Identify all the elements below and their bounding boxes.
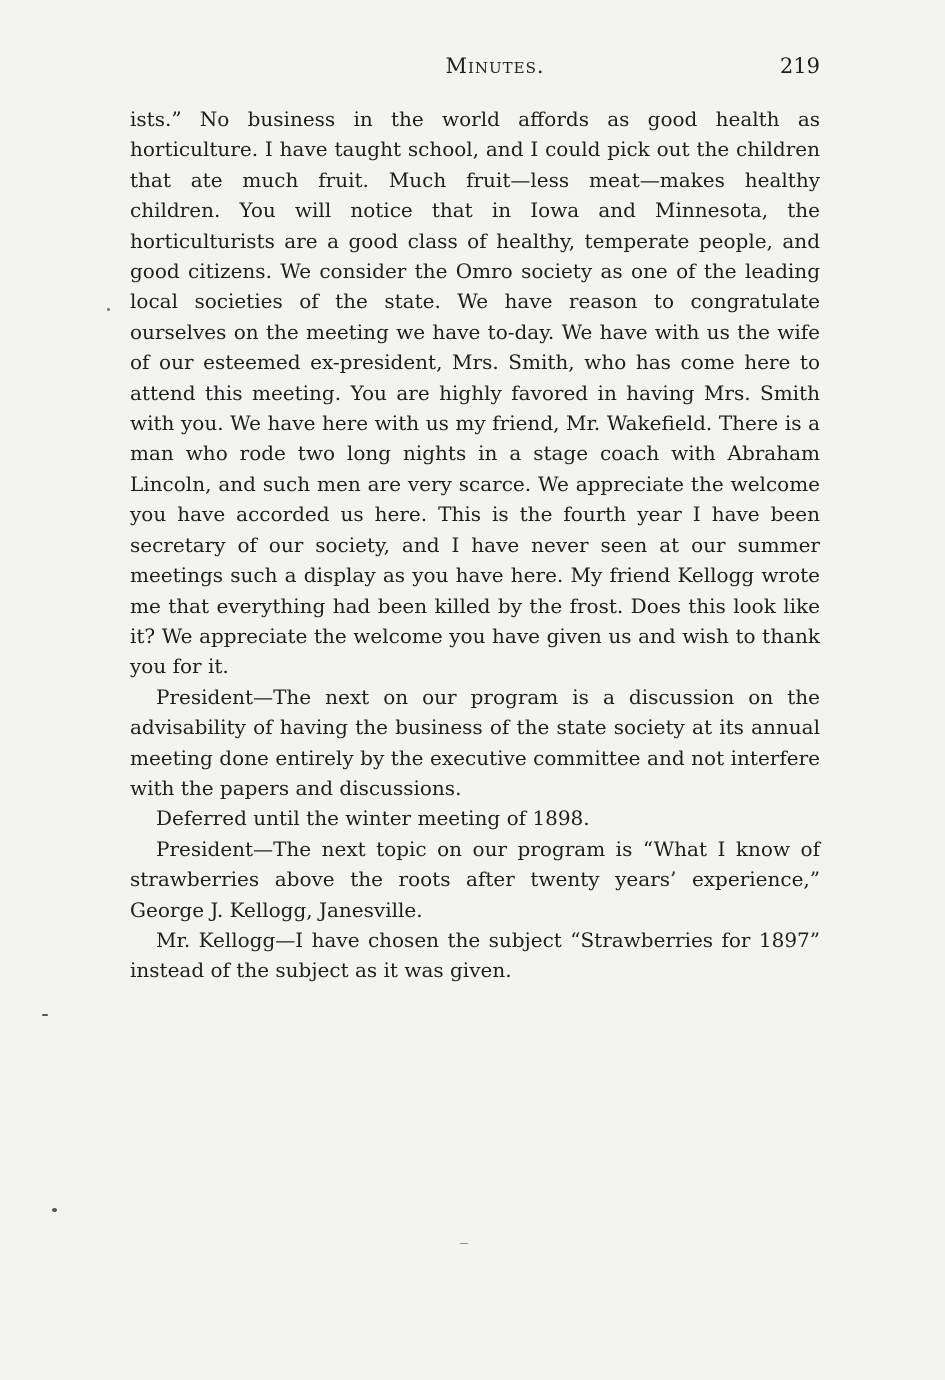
body-text [130,104,820,986]
paper-speck [42,1014,48,1016]
paragraph-4: President—The next topic on our program is “What I know of strawberries above the roots after twenty years’ experience,” George J. Kellogg, Janesville. [130,836,820,922]
paragraph-3: Deferred until the winter meeting of 1898. [156,806,590,831]
paragraph-5: Mr. Kellogg—I have chosen the subject “Strawberries for 1897” instead of the subject as it was given. [130,927,820,983]
paragraph-2: President—The next on our program is a discussion on the advisability of having the business of the state society at its annual meeting done entirely by the executive committee and not interfere with the papers and discussions. [130,684,820,800]
paper-speck [52,1208,57,1212]
paragraph-1: ists.” No business in the world affords as good health as horticulture. I have taught school, and I could pick out the children that ate much fruit. Much fruit—less meat—makes healthy children. You will notice that in Iowa and Minnesota, the horticulturists are a good class of healthy, temperate people, and good citizens. We consider the Omro society as one of the leading local societies of the state. We have reason to congratulate ourselves on the meeting we have to-day. We have with us the wife of our esteemed ex-president, Mrs. Smith, who has come here to attend this meeting. You are highly favored in having Mrs. Smith with you. We have here with us my friend, Mr. Wakefield. There is a man who rode two long nights in a stage coach with Abraham Lincoln, and such men are very scarce. We appreciate the welcome you have accorded us here. This is the fourth year I have been secretary of our society, and I have never seen at our summer meetings such a display as you have here. My friend Kellogg wrote me that everything had been killed by the frost. Does this look like it? We appreciate the welcome you have given us and wish to thank you for it. [130,107,820,679]
paper-speck [107,308,110,311]
paper-speck [460,1243,468,1244]
page-number: 219 [779,54,820,78]
running-head [130,50,820,82]
running-head-title: Minutes. [445,54,545,78]
